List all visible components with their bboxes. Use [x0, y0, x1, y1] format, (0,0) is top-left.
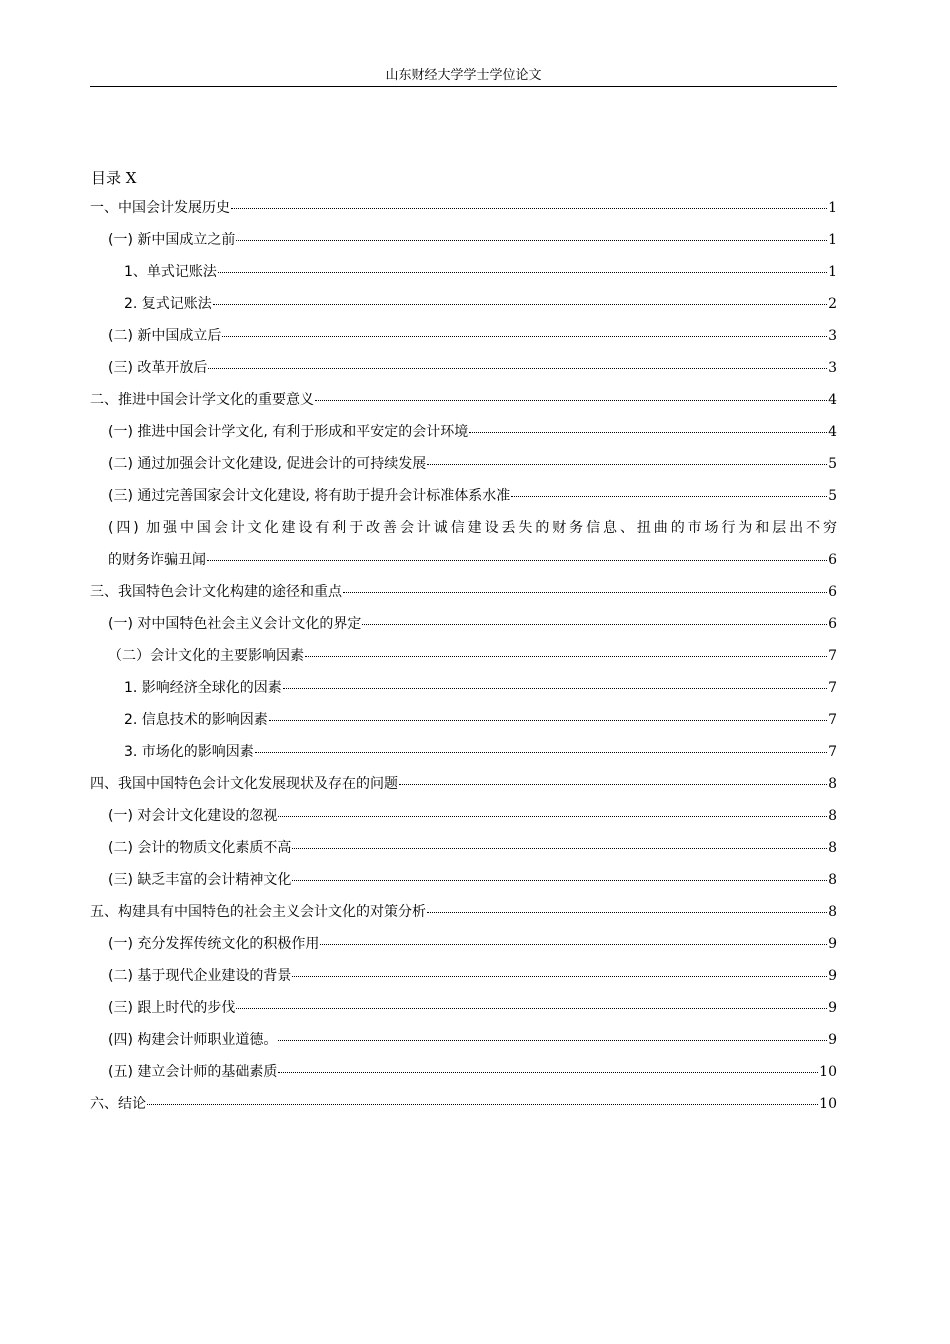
- toc-page-number: 9: [828, 936, 837, 952]
- toc-entry[interactable]: [90, 356, 837, 388]
- toc-entry-text: (一) 对会计文化建设的忽视: [108, 808, 278, 824]
- toc-entry[interactable]: [90, 228, 837, 260]
- toc-page-number: 6: [828, 616, 837, 632]
- toc-entry-text: (二) 通过加强会计文化建设, 促进会计的可持续发展: [108, 456, 427, 472]
- toc-dot-leader: [255, 750, 827, 753]
- toc-entry[interactable]: [90, 1028, 837, 1060]
- toc-page-number: 10: [819, 1064, 837, 1080]
- toc-entry-text: (二) 基于现代企业建设的背景: [108, 968, 292, 984]
- toc-dot-leader: [343, 590, 827, 593]
- toc-entry-text: 3. 市场化的影响因素: [124, 744, 254, 760]
- toc-dot-leader: [236, 238, 827, 241]
- toc-page-number: 1: [828, 200, 837, 216]
- toc-page-number: 5: [828, 488, 837, 504]
- toc-entry[interactable]: [90, 644, 837, 676]
- toc-page-number: 8: [828, 840, 837, 856]
- toc-page-number: 9: [828, 1000, 837, 1016]
- toc-entry[interactable]: [90, 996, 837, 1028]
- toc-entry[interactable]: [90, 804, 837, 836]
- toc-entry-text-line2: 的财务诈骗丑闻: [108, 552, 206, 568]
- toc-entry[interactable]: [90, 964, 837, 996]
- toc-dot-leader: [231, 206, 827, 209]
- toc-entry[interactable]: [90, 1060, 837, 1092]
- toc-page-number: 10: [819, 1096, 837, 1112]
- toc-dot-leader: [213, 302, 827, 305]
- toc-page-number: 1: [828, 232, 837, 248]
- toc-entry-text: 四、我国中国特色会计文化发展现状及存在的问题: [90, 776, 398, 792]
- toc-entry-text: 1、单式记账法: [124, 264, 217, 280]
- toc-title: 目录 X: [91, 169, 137, 187]
- toc-dot-leader: [469, 430, 827, 433]
- toc-dot-leader: [147, 1102, 818, 1105]
- toc-page-number: 9: [828, 1032, 837, 1048]
- toc-dot-leader: [208, 366, 827, 369]
- toc-dot-leader: [269, 718, 827, 721]
- toc-dot-leader: [278, 1070, 818, 1073]
- toc-entry-text: (五) 建立会计师的基础素质: [108, 1064, 278, 1080]
- toc-dot-leader: [207, 558, 827, 561]
- toc-page-number: 7: [828, 680, 837, 696]
- page-header-title: 山东财经大学学士学位论文: [385, 68, 542, 83]
- toc-dot-leader: [222, 334, 827, 337]
- toc-entry[interactable]: [90, 868, 837, 900]
- toc-entry-text: (一) 充分发挥传统文化的积极作用: [108, 936, 320, 952]
- header-rule: [90, 86, 837, 87]
- toc-entry-text: (一) 对中国特色社会主义会计文化的界定: [108, 616, 362, 632]
- toc-entry-text: (三) 缺乏丰富的会计精神文化: [108, 872, 292, 888]
- toc-dot-leader: [283, 686, 827, 689]
- toc-dot-leader: [427, 910, 827, 913]
- toc-entry[interactable]: [90, 260, 837, 292]
- toc-entry[interactable]: [90, 676, 837, 708]
- toc-entry[interactable]: [90, 836, 837, 868]
- toc-page-number: 6: [828, 552, 837, 568]
- toc-entry[interactable]: [90, 740, 837, 772]
- toc-page-number: 3: [828, 328, 837, 344]
- toc-page-number: 8: [828, 872, 837, 888]
- toc-entry[interactable]: [90, 324, 837, 356]
- toc-entry-text: 三、我国特色会计文化构建的途径和重点: [90, 584, 342, 600]
- toc-entry[interactable]: [90, 900, 837, 932]
- toc-entry-text: 2. 复式记账法: [124, 296, 212, 312]
- toc-entry[interactable]: [90, 452, 837, 484]
- toc-page-number: 4: [828, 392, 837, 408]
- toc-entry-text: (一) 新中国成立之前: [108, 232, 236, 248]
- toc-page-number: 5: [828, 456, 837, 472]
- toc-page-number: 8: [828, 904, 837, 920]
- toc-entry[interactable]: [90, 388, 837, 420]
- toc-page-number: 8: [828, 776, 837, 792]
- toc-entry-text: 一、中国会计发展历史: [90, 200, 230, 216]
- toc-page-number: 1: [828, 264, 837, 280]
- toc-dot-leader: [292, 878, 827, 881]
- toc-dot-leader: [362, 622, 827, 625]
- toc-entry-multiline[interactable]: [90, 516, 837, 580]
- toc-entry-text-line1: (四) 加强中国会计文化建设有利于改善会计诚信建设丢失的财务信息、扭曲的市场行为和层出不穷: [108, 520, 837, 536]
- toc-page-number: 7: [828, 648, 837, 664]
- toc-page-number: 7: [828, 712, 837, 728]
- toc-entry[interactable]: [90, 196, 837, 228]
- toc-entry[interactable]: [90, 580, 837, 612]
- toc-entry-text: 2. 信息技术的影响因素: [124, 712, 268, 728]
- toc-dot-leader: [278, 814, 827, 817]
- toc-entry-text: 二、推进中国会计学文化的重要意义: [90, 392, 314, 408]
- toc-dot-leader: [511, 494, 827, 497]
- toc-dot-leader: [315, 398, 827, 401]
- toc-page-number: 9: [828, 968, 837, 984]
- toc-dot-leader: [236, 1006, 827, 1009]
- toc-page-number: 4: [828, 424, 837, 440]
- toc-entry[interactable]: [90, 708, 837, 740]
- toc-entry-text: (一) 推进中国会计学文化, 有利于形成和平安定的会计环境: [108, 424, 469, 440]
- toc-dot-leader: [305, 654, 827, 657]
- toc-entry-text: (三) 改革开放后: [108, 360, 208, 376]
- toc-entry-text: (四) 构建会计师职业道德。: [108, 1032, 278, 1048]
- toc-entry[interactable]: [90, 484, 837, 516]
- toc-entry-text: 六、结论: [90, 1096, 146, 1112]
- toc-entry-text: (二) 会计的物质文化素质不高: [108, 840, 292, 856]
- toc-page-number: 2: [828, 296, 837, 312]
- toc-entry-text: (二) 新中国成立后: [108, 328, 222, 344]
- toc-page-number: 6: [828, 584, 837, 600]
- toc-dot-leader: [218, 270, 827, 273]
- toc-entry-text: 1. 影响经济全球化的因素: [124, 680, 282, 696]
- toc-entry[interactable]: [90, 1092, 837, 1124]
- toc-page-number: 7: [828, 744, 837, 760]
- toc-entry-text: （二）会计文化的主要影响因素: [108, 648, 304, 664]
- toc-dot-leader: [278, 1038, 827, 1041]
- toc-entry[interactable]: [90, 772, 837, 804]
- toc-dot-leader: [292, 974, 827, 977]
- toc-dot-leader: [427, 462, 827, 465]
- toc-entry-text: (三) 跟上时代的步伐: [108, 1000, 236, 1016]
- toc-entry[interactable]: [90, 292, 837, 324]
- toc-entry-text: (三) 通过完善国家会计文化建设, 将有助于提升会计标准体系水准: [108, 488, 511, 504]
- toc-page-number: 3: [828, 360, 837, 376]
- toc-entry[interactable]: [90, 932, 837, 964]
- toc-page-number: 8: [828, 808, 837, 824]
- toc-entry-text: 五、构建具有中国特色的社会主义会计文化的对策分析: [90, 904, 426, 920]
- table-of-contents: [90, 196, 837, 1124]
- toc-entry[interactable]: [90, 420, 837, 452]
- toc-dot-leader: [320, 942, 827, 945]
- toc-entry[interactable]: [90, 612, 837, 644]
- toc-dot-leader: [399, 782, 827, 785]
- toc-dot-leader: [292, 846, 827, 849]
